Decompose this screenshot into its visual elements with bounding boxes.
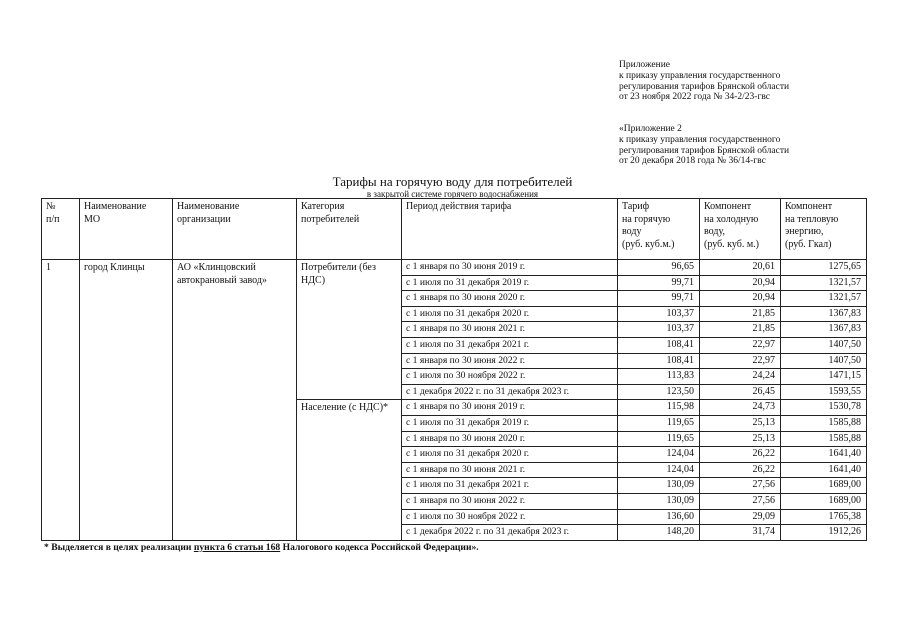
appendix-line: регулирования тарифов Брянской области [619,81,790,92]
cell-tariff: 124,04 [618,447,700,463]
cell-number: 1 [42,260,80,541]
cell-heat-component: 1765,38 [781,509,867,525]
cell-tariff: 119,65 [618,431,700,447]
cell-period: с 1 июля по 31 декабря 2021 г. [402,337,618,353]
cell-tariff: 113,83 [618,369,700,385]
cell-cold-component: 26,45 [700,384,781,400]
cell-period: с 1 января по 30 июня 2019 г. [402,400,618,416]
appendix-line: от 23 ноября 2022 года № 34-2/23-гвс [619,92,771,103]
cell-tariff: 148,20 [618,525,700,541]
cell-tariff: 124,04 [618,462,700,478]
header-heat-component: Компонент на тепловую энергию, (руб. Гкал) [781,199,867,260]
cell-tariff: 115,98 [618,400,700,416]
cell-cold-component: 24,24 [700,369,781,385]
cell-period: с 1 января по 30 июня 2022 г. [402,353,618,369]
cell-period: с 1 июля по 30 ноября 2022 г. [402,509,618,525]
cell-heat-component: 1275,65 [781,260,867,276]
footnote-link[interactable]: пункта 6 статьи 168 [193,542,281,553]
cell-period: с 1 декабря 2022 г. по 31 декабря 2023 г. [402,525,618,541]
cell-heat-component: 1471,15 [781,369,867,385]
appendix-note-1 [619,60,789,103]
header-organization: Наименование организации [173,199,297,260]
appendix-line: к приказу управления государственного [619,70,781,81]
cell-period: с 1 июля по 30 ноября 2022 г. [402,369,618,385]
cell-heat-component: 1585,88 [781,431,867,447]
cell-period: с 1 декабря 2022 г. по 31 декабря 2023 г. [402,384,618,400]
table-header-row [42,199,867,260]
cell-period: с 1 июля по 31 декабря 2019 г. [402,415,618,431]
cell-cold-component: 20,61 [700,260,781,276]
cell-tariff: 123,50 [618,384,700,400]
document-title: Тарифы на горячую воду для потребителей [332,174,573,189]
cell-period: с 1 января по 30 июня 2022 г. [402,493,618,509]
cell-tariff: 99,71 [618,291,700,307]
cell-cold-component: 22,97 [700,337,781,353]
appendix-line: к приказу управления государственного [619,134,781,145]
appendix-line: от 20 декабря 2018 года № 36/14-гвс [619,156,766,167]
header-mo: Наименование МО [80,199,173,260]
cell-cold-component: 31,74 [700,525,781,541]
header-tariff: Тариф на горячую воду (руб. куб.м.) [618,199,700,260]
header-period: Период действия тарифа [402,199,618,260]
cell-heat-component: 1585,88 [781,415,867,431]
cell-cold-component: 25,13 [700,431,781,447]
table-body [42,260,867,541]
cell-cold-component: 20,94 [700,291,781,307]
cell-tariff: 99,71 [618,275,700,291]
cell-heat-component: 1689,00 [781,478,867,494]
cell-heat-component: 1367,83 [781,306,867,322]
cell-category: Потребители (без НДС) [297,260,402,400]
cell-tariff: 103,37 [618,322,700,338]
cell-period: с 1 января по 30 июня 2021 г. [402,322,618,338]
cell-period: с 1 января по 30 июня 2021 г. [402,462,618,478]
cell-heat-component: 1689,00 [781,493,867,509]
cell-tariff: 108,41 [618,337,700,353]
appendix-note-2 [619,124,789,167]
cell-cold-component: 22,97 [700,353,781,369]
appendix-line: Приложение [619,60,670,70]
cell-cold-component: 27,56 [700,493,781,509]
cell-period: с 1 января по 30 июня 2020 г. [402,431,618,447]
cell-category: Население (с НДС)* [297,400,402,540]
cell-period: с 1 июля по 31 декабря 2020 г. [402,447,618,463]
cell-cold-component: 21,85 [700,322,781,338]
cell-tariff: 136,60 [618,509,700,525]
cell-period: с 1 июля по 31 декабря 2021 г. [402,478,618,494]
cell-heat-component: 1641,40 [781,462,867,478]
cell-cold-component: 27,56 [700,478,781,494]
cell-tariff: 119,65 [618,415,700,431]
cell-heat-component: 1367,83 [781,322,867,338]
cell-tariff: 108,41 [618,353,700,369]
cell-cold-component: 26,22 [700,447,781,463]
cell-heat-component: 1530,78 [781,400,867,416]
cell-tariff: 130,09 [618,478,700,494]
cell-heat-component: 1641,40 [781,447,867,463]
cell-period: с 1 января по 30 июня 2019 г. [402,260,618,276]
appendix-line: регулирования тарифов Брянской области [619,145,790,156]
cell-period: с 1 января по 30 июня 2020 г. [402,291,618,307]
header-number: № п/п [42,199,80,260]
footnote-text-after: Налогового кодекса Российской Федерации». [280,542,479,553]
cell-tariff: 103,37 [618,306,700,322]
cell-cold-component: 24,73 [700,400,781,416]
cell-tariff: 96,65 [618,260,700,276]
footnote [44,542,479,553]
cell-cold-component: 25,13 [700,415,781,431]
cell-heat-component: 1593,55 [781,384,867,400]
table-row [42,260,867,276]
cell-cold-component: 20,94 [700,275,781,291]
appendix-line: «Приложение 2 [619,124,682,134]
cell-heat-component: 1407,50 [781,353,867,369]
cell-cold-component: 26,22 [700,462,781,478]
cell-period: с 1 июля по 31 декабря 2020 г. [402,306,618,322]
document-subtitle: в закрытой системе горячего водоснабжения [366,189,539,199]
cell-heat-component: 1321,57 [781,291,867,307]
cell-heat-component: 1912,26 [781,525,867,541]
header-cold-component: Компонент на холодную воду, (руб. куб. м.) [700,199,781,260]
cell-period: с 1 июля по 31 декабря 2019 г. [402,275,618,291]
cell-tariff: 130,09 [618,493,700,509]
cell-organization: АО «Клинцовский автокрановый завод» [173,260,297,541]
header-category: Категория потребителей [297,199,402,260]
cell-cold-component: 29,09 [700,509,781,525]
tariff-table [41,198,867,541]
cell-heat-component: 1407,50 [781,337,867,353]
cell-heat-component: 1321,57 [781,275,867,291]
footnote-text-before: * Выделяется в целях реализации [44,542,194,553]
cell-cold-component: 21,85 [700,306,781,322]
cell-mo: город Клинцы [80,260,173,541]
